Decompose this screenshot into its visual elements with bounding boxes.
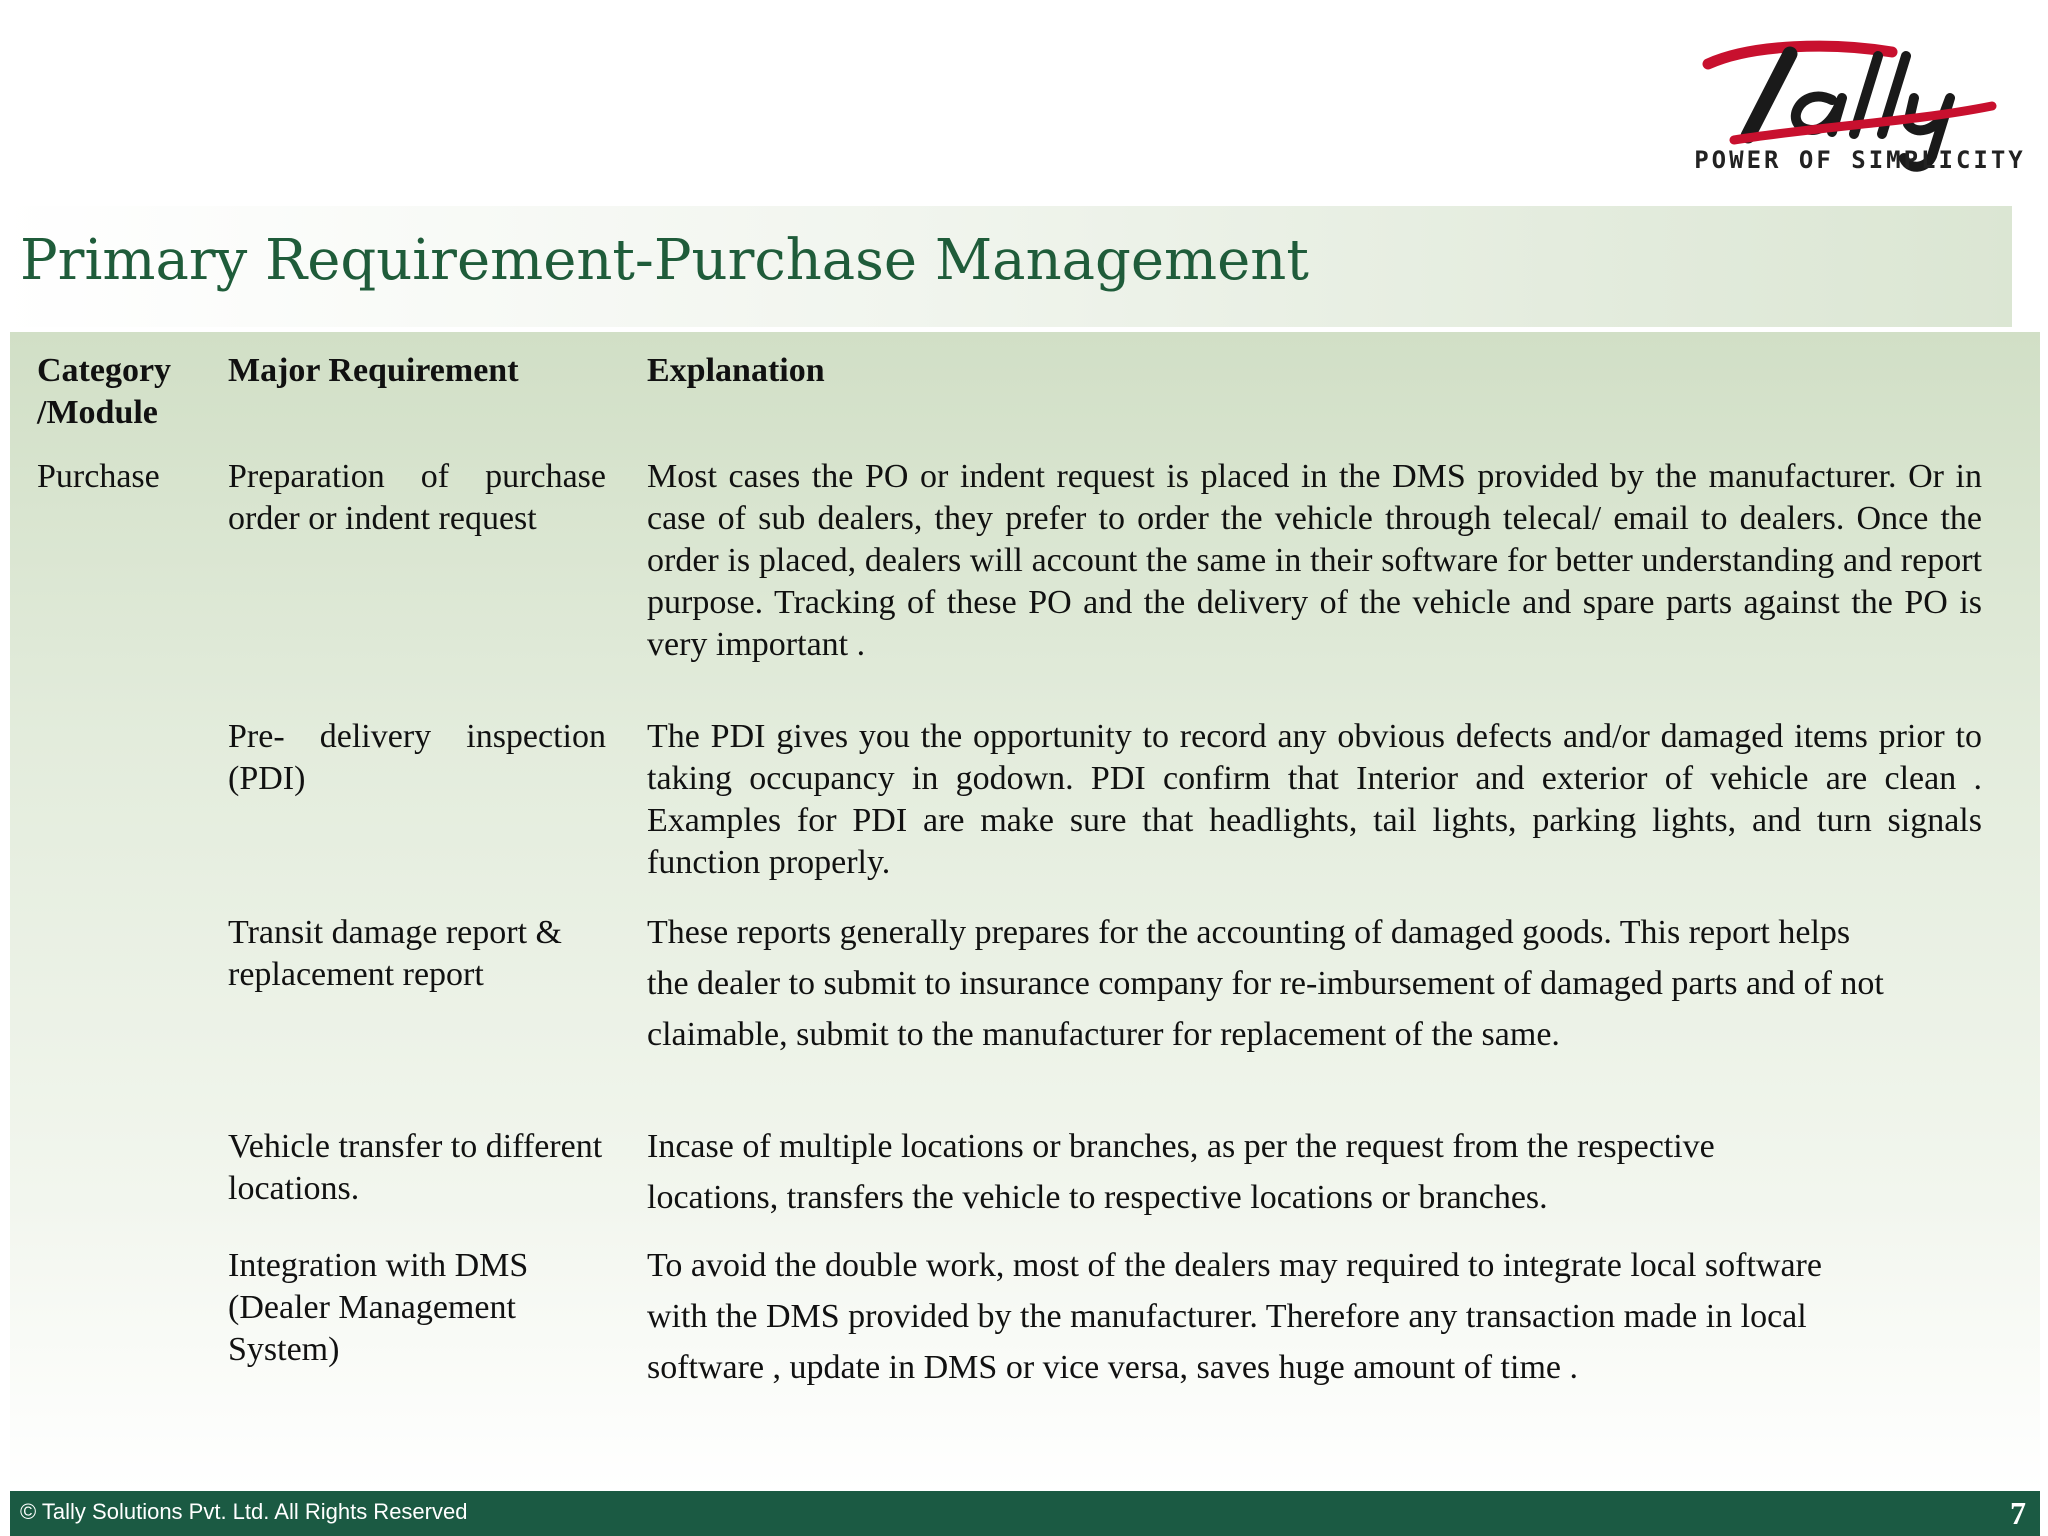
explanation-transit-damage: These reports generally prepares for the accounting of damaged goods. This report helps the dealer to submit to insurance company for re-imbursement of damaged parts and of not claimable, submit to the manufacturer for replacement of the same. [647,914,1884,1053]
requirement-purchase-order: Preparation of purchase order or indent request [228,458,606,537]
requirement-pdi: Pre- delivery inspection (PDI) [228,718,606,797]
requirement-vehicle-transfer: Vehicle transfer to different locations. [228,1128,603,1207]
footer-copyright: © Tally Solutions Pvt. Ltd. All Rights Reserved [20,1499,468,1524]
requirement-transit-damage: Transit damage report & replacement report [228,914,562,993]
header-explanation: Explanation [647,352,825,389]
category-purchase: Purchase [37,458,160,495]
header-major-requirement: Major Requirement [228,352,519,389]
requirement-dms-integration: Integration with DMS (Dealer Management System) [228,1247,529,1368]
explanation-dms-integration: To avoid the double work, most of the dealers may required to integrate local software with the DMS provided by the manufacturer. Therefore any transaction made in local software , update in DMS or vice versa, saves huge amount of time . [647,1247,1822,1386]
explanation-pdi: The PDI gives you the opportunity to record any obvious defects and/or damaged items prior to taking occupancy in godown. PDI confirm that Interior and exterior of vehicle are clean . Examples for PDI are make sure that headlights, tail lights, parking lights, and turn signals function properly. [647,718,1982,881]
page-title: Primary Requirement-Purchase Management [20,228,1309,293]
footer-bar [10,1491,2040,1536]
page-number: 7 [2010,1495,2026,1531]
explanation-vehicle-transfer: Incase of multiple locations or branches, as per the request from the respective locations, transfers the vehicle to respective locations or branches. [647,1128,1715,1216]
header-category: Category /Module [37,352,172,431]
logo-tagline: POWER OF SIMPLICITY [1694,146,2026,174]
explanation-purchase-order: Most cases the PO or indent request is placed in the DMS provided by the manufacturer. Or in case of sub dealers, they prefer to order the vehicle through telecal/ email to dealers. Once the order is placed, dealers will account the same in their software for better understanding and report purpose. Tracking of these PO and the delivery of the vehicle and spare parts against the PO is very important . [647,458,1982,663]
